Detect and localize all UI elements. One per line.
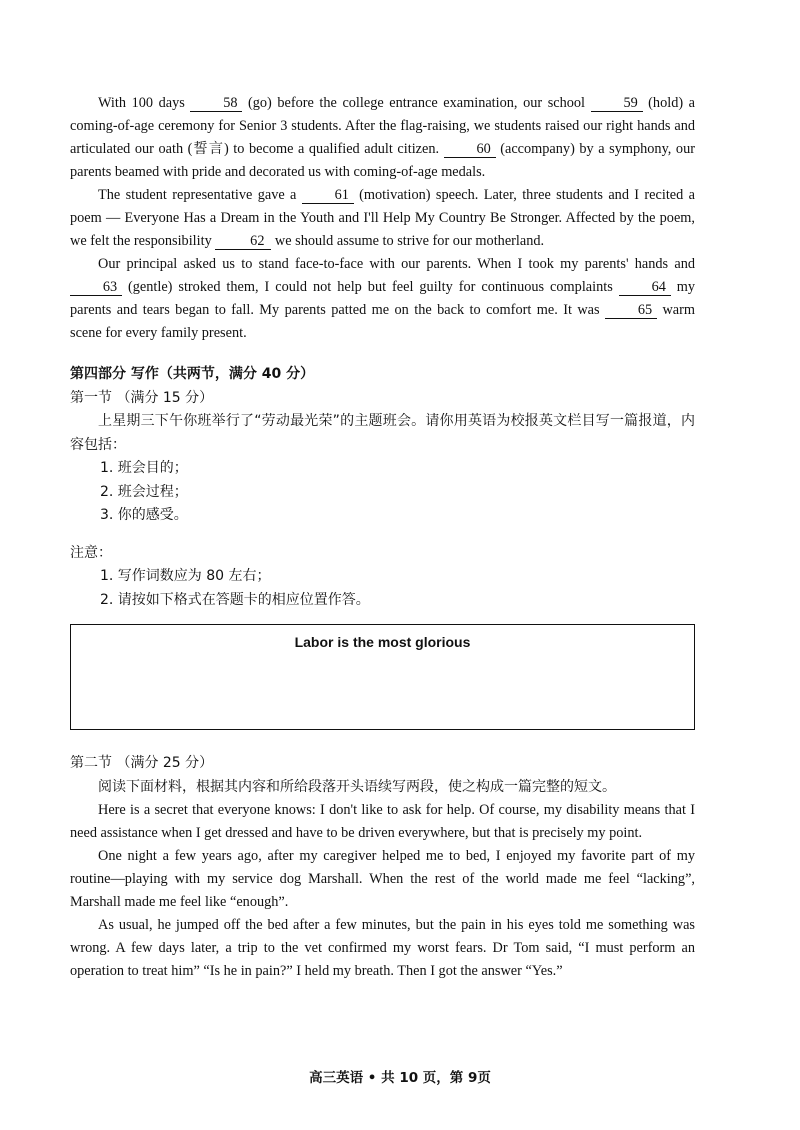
list-item: 1. 写作词数应为 80 左右； [100, 568, 271, 584]
list-item: 3. 你的感受。 [100, 507, 188, 523]
text: The student representative gave a [98, 187, 297, 203]
cloze-paragraph-2 [70, 184, 695, 253]
blank-60: 60 [444, 141, 496, 158]
cloze-paragraph-3 [70, 253, 695, 345]
blank-65: 65 [605, 302, 657, 319]
section1-prompt: 上星期三下午你班举行了“劳动最光荣”的主题班会。请你用英语为校报英文栏目写一篇报道，内容包括： [70, 413, 695, 453]
text: (motivation) speech. Later, three students and I recited a poem — Everyone Has a Dream in the Youth and I'll Help My Country Be Stronger. Affected by the poem, we felt the responsibility [70, 187, 695, 249]
part4-heading: 第四部分 写作（共两节，满分 40 分） [70, 366, 315, 382]
blank-59: 59 [591, 95, 643, 112]
text: (go) before the college entrance examination, our school [247, 95, 586, 111]
text: warm scene for every family present. [70, 302, 695, 341]
text: Our principal asked us to stand face-to-face with our parents. When I took my parents' hands and [98, 256, 695, 272]
section1-title: 第一节 （满分 15 分） [70, 389, 214, 406]
blank-64: 64 [619, 279, 671, 296]
section2-title: 第二节 （满分 25 分） [70, 755, 214, 771]
section2-prompt: 阅读下面材料，根据其内容和所给段落开头语续写两段，使之构成一篇完整的短文。 [98, 778, 616, 795]
blank-63: 63 [70, 279, 122, 296]
note-list [70, 565, 695, 612]
story-paragraph-2: One night a few years ago, after my caregiver helped me to bed, I enjoyed my favorite part of my routine—playing with my service dog Marshall. When the rest of the world made me feel “lacking”, Marshall made me feel like “enough”. [70, 848, 695, 910]
text: my parents and tears began to fall. My parents patted me on the back to comfort me. It was [70, 279, 696, 318]
text: we should assume to strive for our motherland. [274, 233, 545, 249]
list-item: 1. 班会目的； [100, 460, 188, 476]
writing-answer-box [70, 624, 695, 730]
list-item: 2. 班会过程； [100, 483, 188, 500]
blank-58: 58 [190, 95, 242, 112]
cloze-paragraph-1 [70, 92, 695, 184]
story-paragraph-3: As usual, he jumped off the bed after a few minutes, but the pain in his eyes told me something was wrong. A few days later, a trip to the vet confirmed my worst fears. Dr Tom said, “I must perform an operation to treat him” “Is he in pain?” I held my breath. Then I got the answer “Yes.” [70, 917, 695, 979]
writing-box-title: Labor is the most glorious [294, 634, 471, 650]
blank-62: 62 [215, 233, 271, 250]
list-item: 2. 请按如下格式在答题卡的相应位置作答。 [100, 591, 370, 608]
exam-page [70, 92, 695, 983]
text: (hold) a coming-of-age ceremony for Senior 3 students. After the flag-raising, we students raised our right hands and articulated our oath (誓言) to become a qualified adult citizen. [70, 95, 696, 157]
blank-61: 61 [302, 187, 354, 204]
text: With 100 days [98, 95, 185, 111]
story-paragraph-1: Here is a secret that everyone knows: I don't like to ask for help. Of course, my disability means that I need assistance when I get dressed and have to be driven everywhere, but that is precisely my point. [70, 802, 695, 841]
text: (gentle) stroked them, I could not help but feel guilty for continuous complaints [127, 279, 613, 295]
text: (accompany) by a symphony, our parents beamed with pride and decorated us with coming-of-age medals. [70, 141, 695, 180]
note-title: 注意： [70, 544, 112, 561]
page-footer: 高三英语 • 共 10 页，第 9页 [309, 1070, 491, 1086]
section1-list [70, 457, 695, 528]
